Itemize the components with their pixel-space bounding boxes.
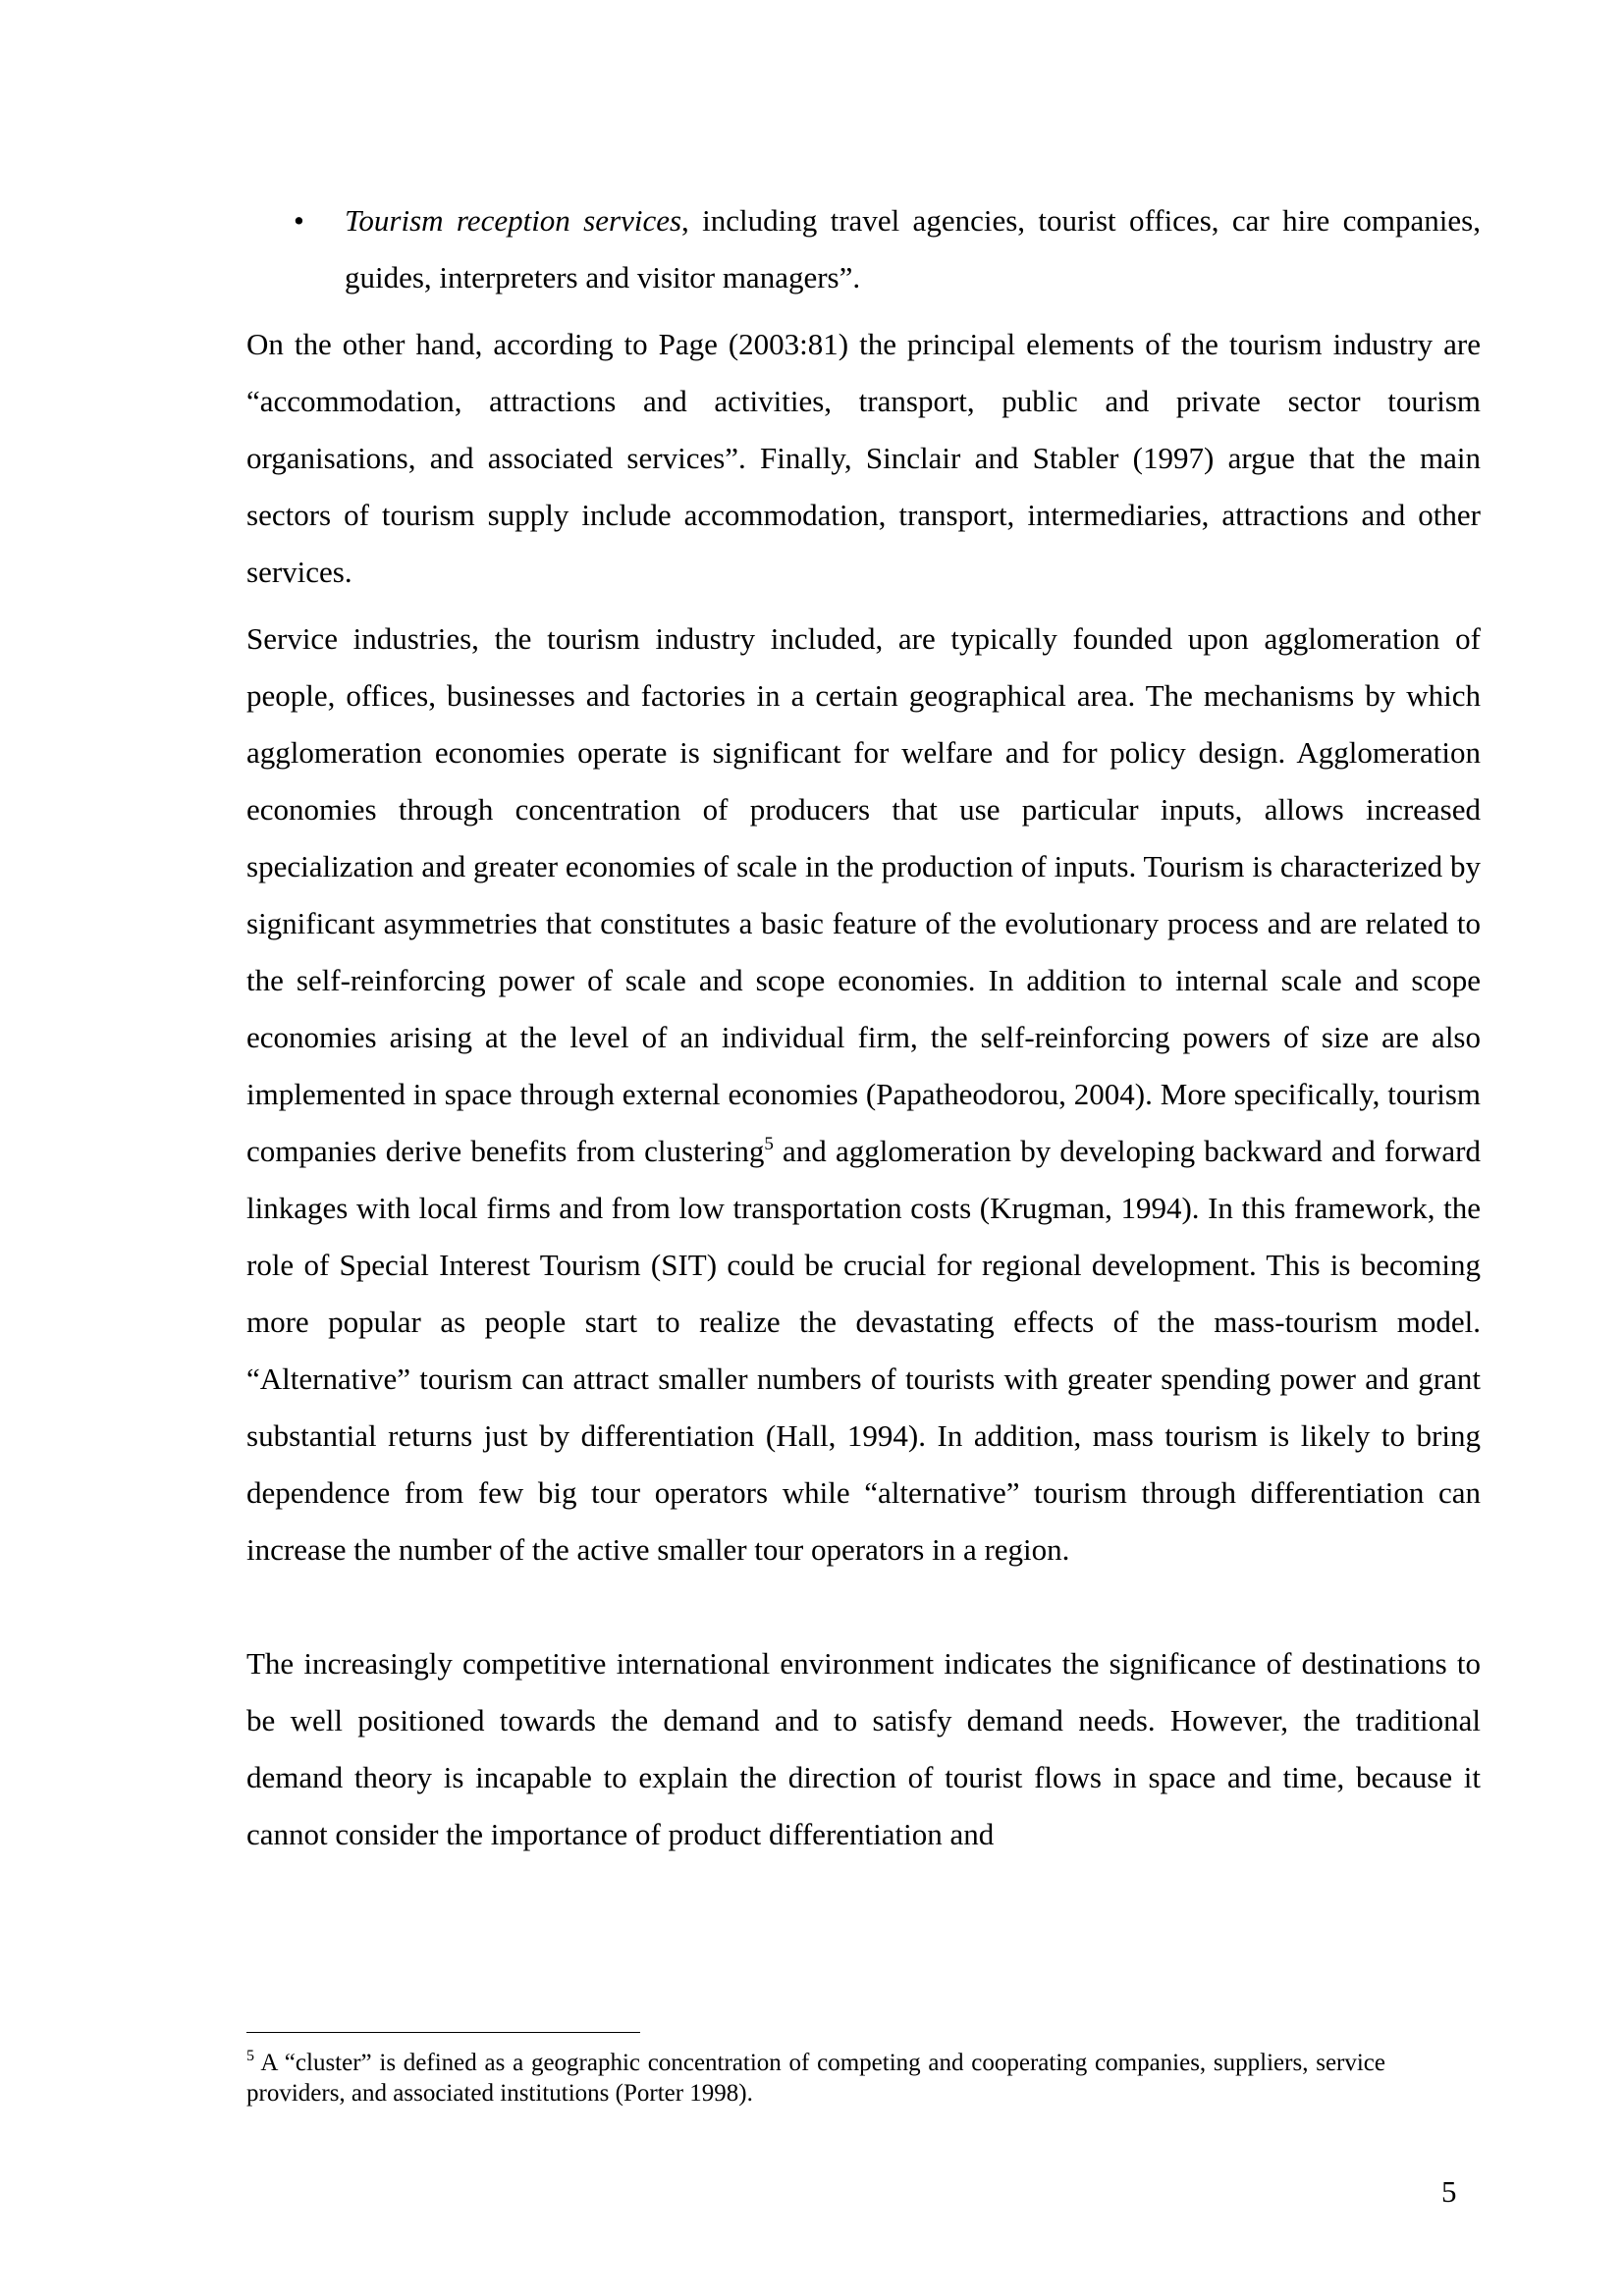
paragraph-text: and agglomeration by developing backward and forward linkages with local firms and from low transportation costs (Krugman, 1994). In this framework, the role of Special Interest Tourism (SIT) could be crucial for regional development. This is becoming more popular as people start to realize the devastating effects of the mass-tourism model. “Alternative” tourism can attract smaller numbers of tourists with greater spending power and grant substantial returns just by differentiation (Hall, 1994). In addition, mass tourism is likely to bring dependence from few big tour operators while “alternative” tourism through differentiation can increase the number of the active smaller tour operators in a region. <box>246 1134 1481 1567</box>
footnote-marker: 5 <box>246 2048 254 2064</box>
bullet-item <box>246 192 1481 306</box>
paragraph-agglomeration <box>246 611 1481 1578</box>
paragraph-competitive-environment: The increasingly competitive international environment indicates the significance of destinations to be well positioned towards the demand and to satisfy demand needs. However, the traditional demand theory is incapable to explain the direction of tourist flows in space and time, because it cannot consider the importance of product differentiation and <box>246 1646 1481 1851</box>
paragraph-text: Service industries, the tourism industry included, are typically founded upon agglomeration of people, offices, businesses and factories in a certain geographical area. The mechanisms by which agglomeration economies operate is significant for welfare and for policy design. Agglomeration economies through concentration of producers that use particular inputs, allows increased specialization and greater economies of scale in the production of inputs. Tourism is characterized by significant asymmetries that constitutes a basic feature of the evolutionary process and are related to the self-reinforcing power of scale and scope economies. In addition to internal scale and scope economies arising at the level of an individual firm, the self-reinforcing powers of size are also implemented in space through external economies (Papatheodorou, 2004). More specifically, tourism companies derive benefits from clustering <box>246 621 1481 1168</box>
paragraph-tourism-industry-elements: On the other hand, according to Page (2003:81) the principal elements of the tourism industry are “accommodation, attractions and activities, transport, public and private sector tourism organisations, and associated services”. Finally, Sinclair and Stabler (1997) argue that the main sectors of tourism supply include accommodation, transport, intermediaries, attractions and other services. <box>246 327 1481 589</box>
footnote-separator <box>246 2032 640 2033</box>
bullet-text: , including travel agencies, tourist offices, car hire companies, guides, interpreters and visitor managers”. <box>345 203 1481 294</box>
footnote <box>246 2048 1385 2109</box>
page-number: 5 <box>1441 2174 1457 2209</box>
footnote-text: A “cluster” is defined as a geographic concentration of competing and cooperating companies, suppliers, service providers, and associated institutions (Porter 1998). <box>246 2050 1385 2107</box>
bullet-point-icon: • <box>294 203 304 238</box>
footnote-reference: 5 <box>764 1134 774 1154</box>
page-body <box>246 192 1481 1863</box>
bullet-term: Tourism reception services <box>345 203 682 238</box>
